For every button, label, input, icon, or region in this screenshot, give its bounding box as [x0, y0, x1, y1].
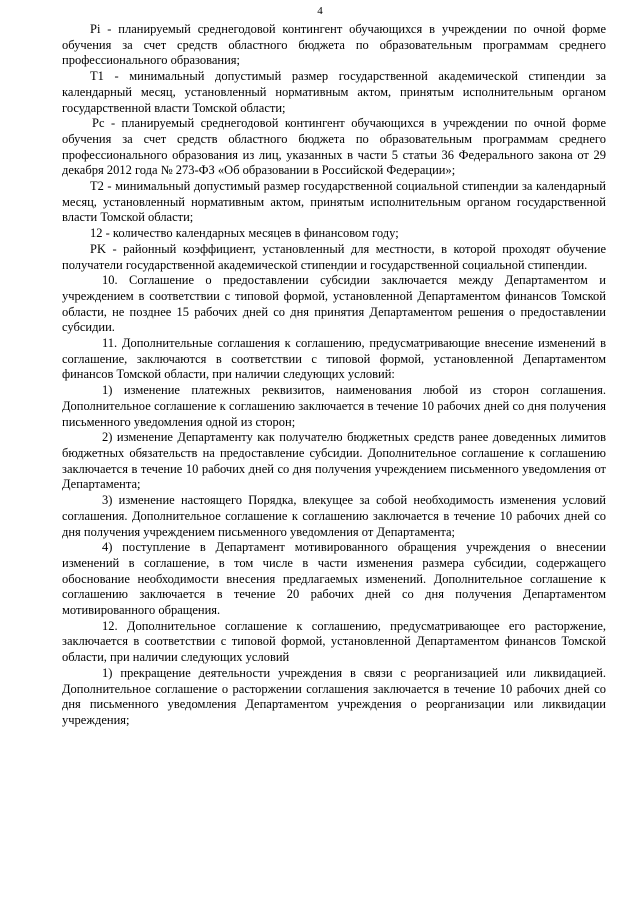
paragraph-clause-11-item-3: 3) изменение настоящего Порядка, влекущее за собой необходимость изменения условий соглашения. Дополнительное соглашение к соглашению заключается в течение 10 рабочих дней со дня получения учреждением письменного уведомления от Департамента;	[62, 493, 606, 539]
paragraph-t2-definition: T2 - минимальный допустимый размер государственной социальной стипендии за календарный месяц, установленный нормативным актом, принятым исполнительным органом государственной власти Томской области;	[62, 179, 606, 225]
paragraph-clause-11: 11. Дополнительные соглашения к соглашению, предусматривающие внесение изменений в соглашение, заключаются в соответствии с типовой формой, установленной Департаментом финансов Томской области, при наличии следующих условий:	[62, 336, 606, 382]
paragraph-clause-12-item-1: 1) прекращение деятельности учреждения в связи с реорганизацией или ликвидацией. Дополнительное соглашение о расторжении соглашения заключается в течение 10 рабочих дней со дня письменного уведомления Департаментом учреждения о реорганизации или ликвидации учреждения;	[62, 665, 606, 727]
paragraph-months-definition: 12 - количество календарных месяцев в финансовом году;	[90, 226, 399, 241]
document-body	[62, 22, 606, 729]
paragraph-pk-definition: PK - районный коэффициент, установленный для местности, в которой проходят обучение получатели государственной академической стипендии и государственной социальной стипендии.	[62, 241, 606, 272]
paragraph-clause-11-item-2: 2) изменение Департаменту как получателю бюджетных средств ранее доведенных лимитов бюджетных обязательств на предоставление субсидии. Дополнительное соглашение к соглашению заключается в течение 10 рабочих дней со дня получения учреждением письменного уведомления от Департамента;	[62, 430, 606, 492]
paragraph-clause-10: 10. Соглашение о предоставлении субсидии заключается между Департаментом и учреждением в соответствии с типовой формой, установленной Департаментом финансов Томской области, не позднее 15 рабочих дней со дня принятия Департаментом решения о предоставлении субсидии.	[62, 273, 606, 335]
paragraph-t1-definition: T1 - минимальный допустимый размер государственной академической стипендии за календарный месяц, установленный нормативным актом, принятым исполнительным органом государственной власти Томской области;	[62, 69, 606, 115]
page-number: 4	[317, 5, 323, 17]
paragraph-pc-definition: Pc - планируемый среднегодовой контингент обучающихся в учреждении по очной форме обучения за счет средств областного бюджета по образовательным программам среднего профессионального образования из лиц, указанных в части 5 статьи 36 Федерального закона от 29 декабря 2012 года № 273-ФЗ «Об образовании в Российской Федерации»;	[62, 116, 606, 178]
paragraph-clause-12: 12. Дополнительное соглашение к соглашению, предусматривающее его расторжение, заключается в соответствии с типовой формой, установленной Департаментом финансов Томской области, при наличии следующих условий	[62, 618, 606, 665]
paragraph-pi-definition: Pi - планируемый среднегодовой контингент обучающихся в учреждении по очной форме обучения за счет средств областного бюджета по образовательным программам среднего профессионального образования;	[62, 22, 606, 68]
paragraph-clause-11-item-4: 4) поступление в Департамент мотивированного обращения учреждения о внесении изменений в соглашение, в том числе в части изменения размера субсидии, содержащего обоснование необходимости внесения предлагаемых изменений. Дополнительное соглашение к соглашению заключается в течение 20 рабочих дней со дня получения Департаментом мотивированного обращения.	[62, 540, 606, 618]
paragraph-clause-11-item-1: 1) изменение платежных реквизитов, наименования любой из сторон соглашения. Дополнительное соглашение к соглашению заключается в течение 10 рабочих дней со дня получения письменного уведомления одной из сторон;	[62, 383, 606, 429]
